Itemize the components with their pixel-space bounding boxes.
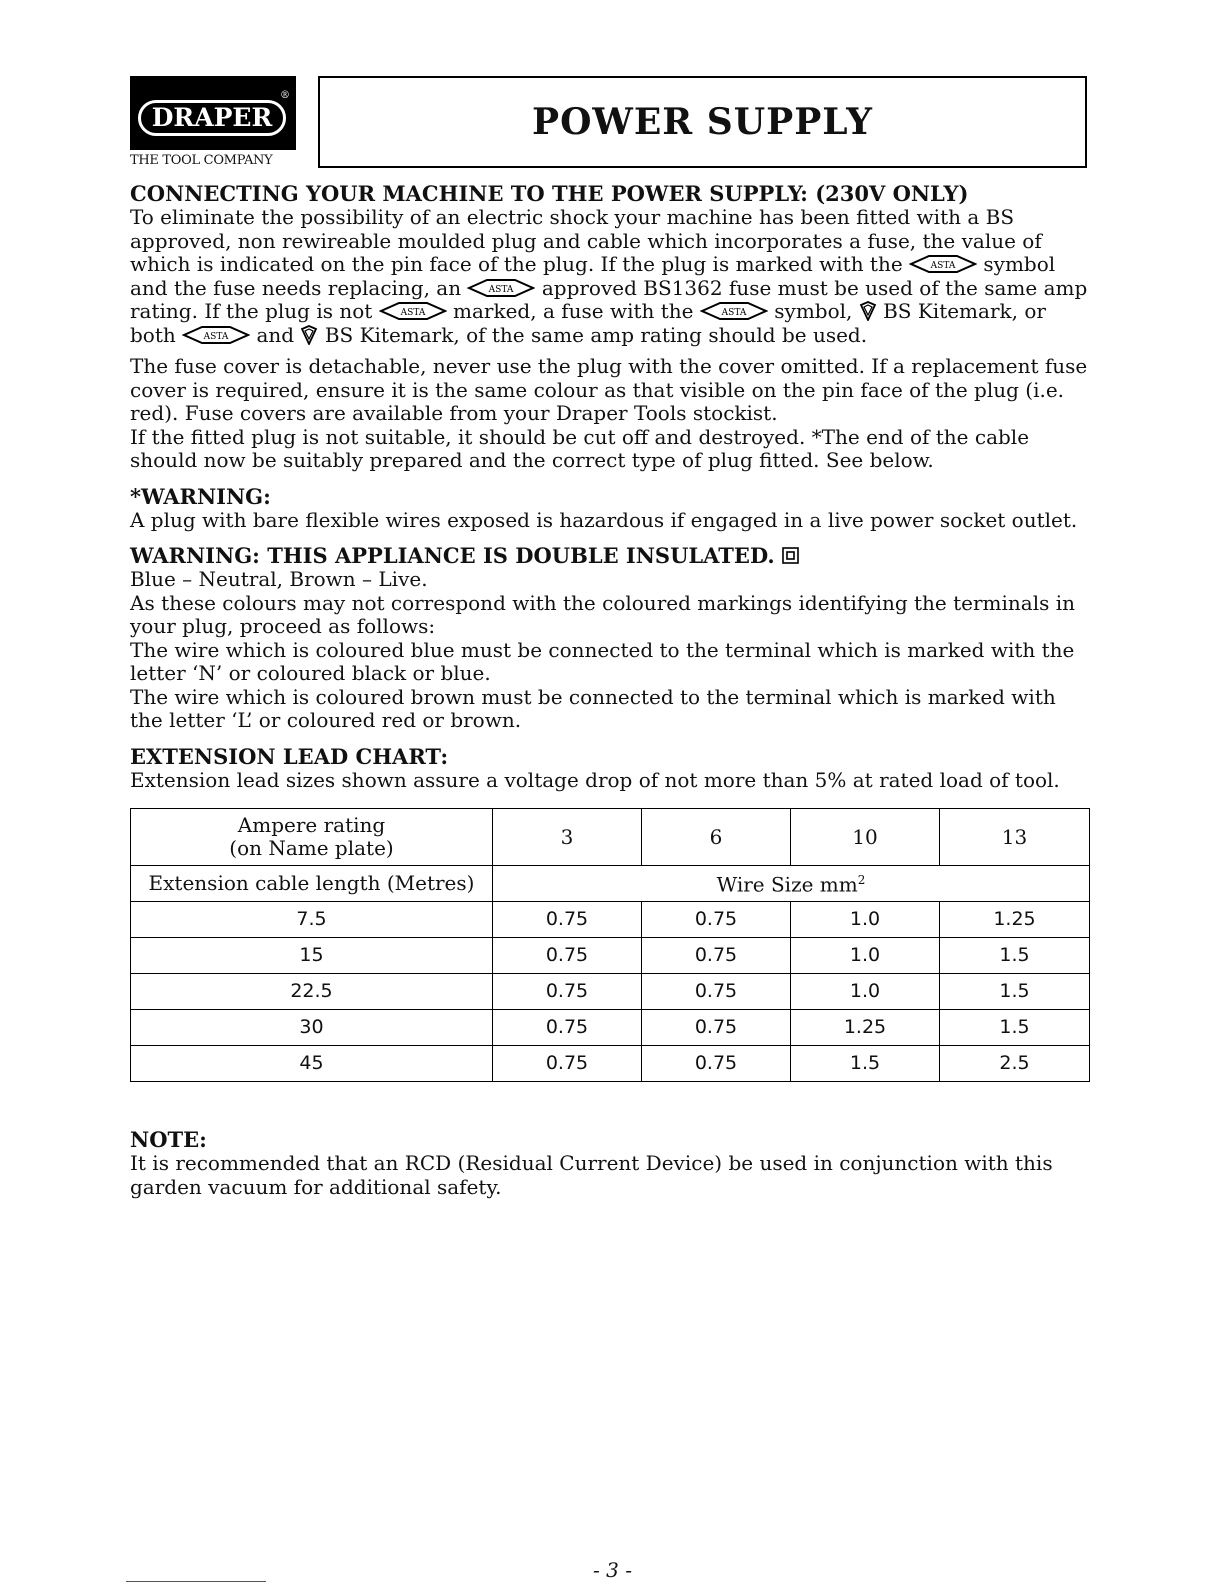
bs-kitemark-icon [859,301,877,321]
wire-colours-line: Blue – Neutral, Brown – Live. [130,567,428,591]
asta-mark-icon [467,279,535,297]
size-cell: 1.5 [940,974,1090,1010]
main-content [130,182,1090,1199]
unsuitable-plug-paragraph: If the fitted plug is not suitable, it should be cut off and destroyed. *The end of the cable should now be suitably prepared and the correct type of plug fitted. See below. [130,424,1030,472]
page-title: POWER SUPPLY [532,101,873,143]
logo-badge [130,76,296,150]
size-cell: 0.75 [493,1010,642,1046]
page-number: - 3 - [593,1558,632,1582]
amp-cell: 10 [791,809,940,866]
asta-mark-icon [379,302,447,320]
section-connecting-paragraph [130,206,1090,347]
size-cell: 1.5 [791,1046,940,1082]
table-subheader-row [131,866,1090,902]
note-heading: NOTE: [130,1127,207,1152]
length-cell: 22.5 [131,974,493,1010]
bs-kitemark-icon [300,325,318,345]
wire-instructions-line: As these colours may not correspond with the coloured markings identifying the terminals in your plug, proceed as follows: [130,590,1076,638]
size-cell: 0.75 [493,902,642,938]
amp-cell: 13 [940,809,1090,866]
size-cell: 2.5 [940,1046,1090,1082]
length-cell: 7.5 [131,902,493,938]
amp-cell: 3 [493,809,642,866]
double-insulated-heading-text: WARNING: THIS APPLIANCE IS DOUBLE INSULATED. [130,543,775,568]
length-cell: 45 [131,1046,493,1082]
length-cell: 30 [131,1010,493,1046]
cable-length-header: Extension cable length (Metres) [131,866,493,902]
section-connecting-heading: CONNECTING YOUR MACHINE TO THE POWER SUPPLY: (230V ONLY) [130,181,969,206]
p1-text-g: and [256,322,295,347]
ampere-rating-label: Ampere rating [237,813,386,837]
asta-mark-icon [909,255,977,273]
p1-text-a: To eliminate the possibility of an electric shock your machine has been fitted with a BS approved, non rewireable moulded plug and cable which incorporates a fuse, the value of which is indicated on the pin face of the plug. If the plug is marked with the [130,205,1042,276]
wire-size-superscript: 2 [857,873,866,888]
registered-mark: ® [280,90,290,101]
asta-mark-icon [700,302,768,320]
note-block [130,1128,1090,1199]
size-cell: 0.75 [493,938,642,974]
size-cell: 0.75 [493,974,642,1010]
extension-heading: EXTENSION LEAD CHART: [130,743,449,769]
svg-text:ASTA: ASTA [721,308,747,318]
svg-text:ASTA: ASTA [203,331,229,342]
p1-text-b: symbol and the fuse needs replacing, an [130,252,1056,300]
svg-text:ASTA: ASTA [489,284,514,295]
size-cell: 0.75 [642,938,791,974]
p1-text-f: BS Kitemark, or both [130,299,1046,347]
p1-text-h: BS Kitemark, of the same amp rating should be used. [324,322,868,347]
size-cell: 1.25 [791,1010,940,1046]
size-cell: 1.25 [940,902,1090,938]
asta-mark-icon [182,326,250,344]
warning-heading: *WARNING: [130,483,271,509]
draper-logo [130,76,296,170]
logo-brand: DRAPER [138,100,286,136]
p1-text-c: approved BS1362 fuse must be used of the same amp rating. If the plug is not [130,275,1088,323]
double-insulated-heading [130,544,1090,568]
name-plate-label: (on Name plate) [229,836,394,860]
size-cell: 1.0 [791,938,940,974]
brown-wire-line: The wire which is coloured brown must be connected to the terminal which is marked with the letter ‘L’ or coloured red or brown. [130,684,1056,732]
table-row [131,1046,1090,1082]
size-cell: 0.75 [642,974,791,1010]
p1-text-d: marked, a fuse with the [453,299,694,323]
size-cell: 0.75 [642,1046,791,1082]
extension-text: Extension lead sizes shown assure a voltage drop of not more than 5% at rated load of tool. [130,767,1060,792]
size-cell: 1.5 [940,1010,1090,1046]
blue-wire-line: The wire which is coloured blue must be connected to the terminal which is marked with the letter ‘N’ or coloured black or blue. [130,637,1075,685]
table-row [131,974,1090,1010]
size-cell: 0.75 [493,1046,642,1082]
wire-size-label: Wire Size mm [716,873,858,898]
size-cell: 0.75 [642,1010,791,1046]
size-cell: 1.5 [940,938,1090,974]
length-cell: 15 [131,938,493,974]
extension-lead-table [130,808,1090,1082]
size-cell: 0.75 [642,902,791,938]
size-cell: 1.0 [791,974,940,1010]
ampere-rating-header [131,809,493,866]
note-text: It is recommended that an RCD (Residual Current Device) be used in conjunction with this garden vacuum for additional safety. [130,1151,1053,1199]
warning-text: A plug with bare flexible wires exposed is hazardous if engaged in a live power socket outlet. [130,507,1078,532]
wire-size-header [493,866,1090,902]
table-header-row [131,809,1090,866]
svg-text:ASTA: ASTA [930,261,956,271]
fuse-cover-paragraph: The fuse cover is detachable, never use the plug with the cover omitted. If a replacement fuse cover is required, ensure it is the same colour as that visible on the pin face of the plug (i.e. red). Fuse covers are available from your Draper Tools stockist. [130,354,1088,425]
p1-text-e: symbol, [774,299,853,323]
logo-tagline: THE TOOL COMPANY [130,153,273,168]
table-row [131,902,1090,938]
table-row [131,938,1090,974]
title-box [318,76,1087,168]
size-cell: 1.0 [791,902,940,938]
table-row [131,1010,1090,1046]
footer-rule [126,1581,266,1582]
amp-cell: 6 [642,809,791,866]
svg-text:ASTA: ASTA [400,308,426,318]
double-insulated-icon [782,547,799,564]
